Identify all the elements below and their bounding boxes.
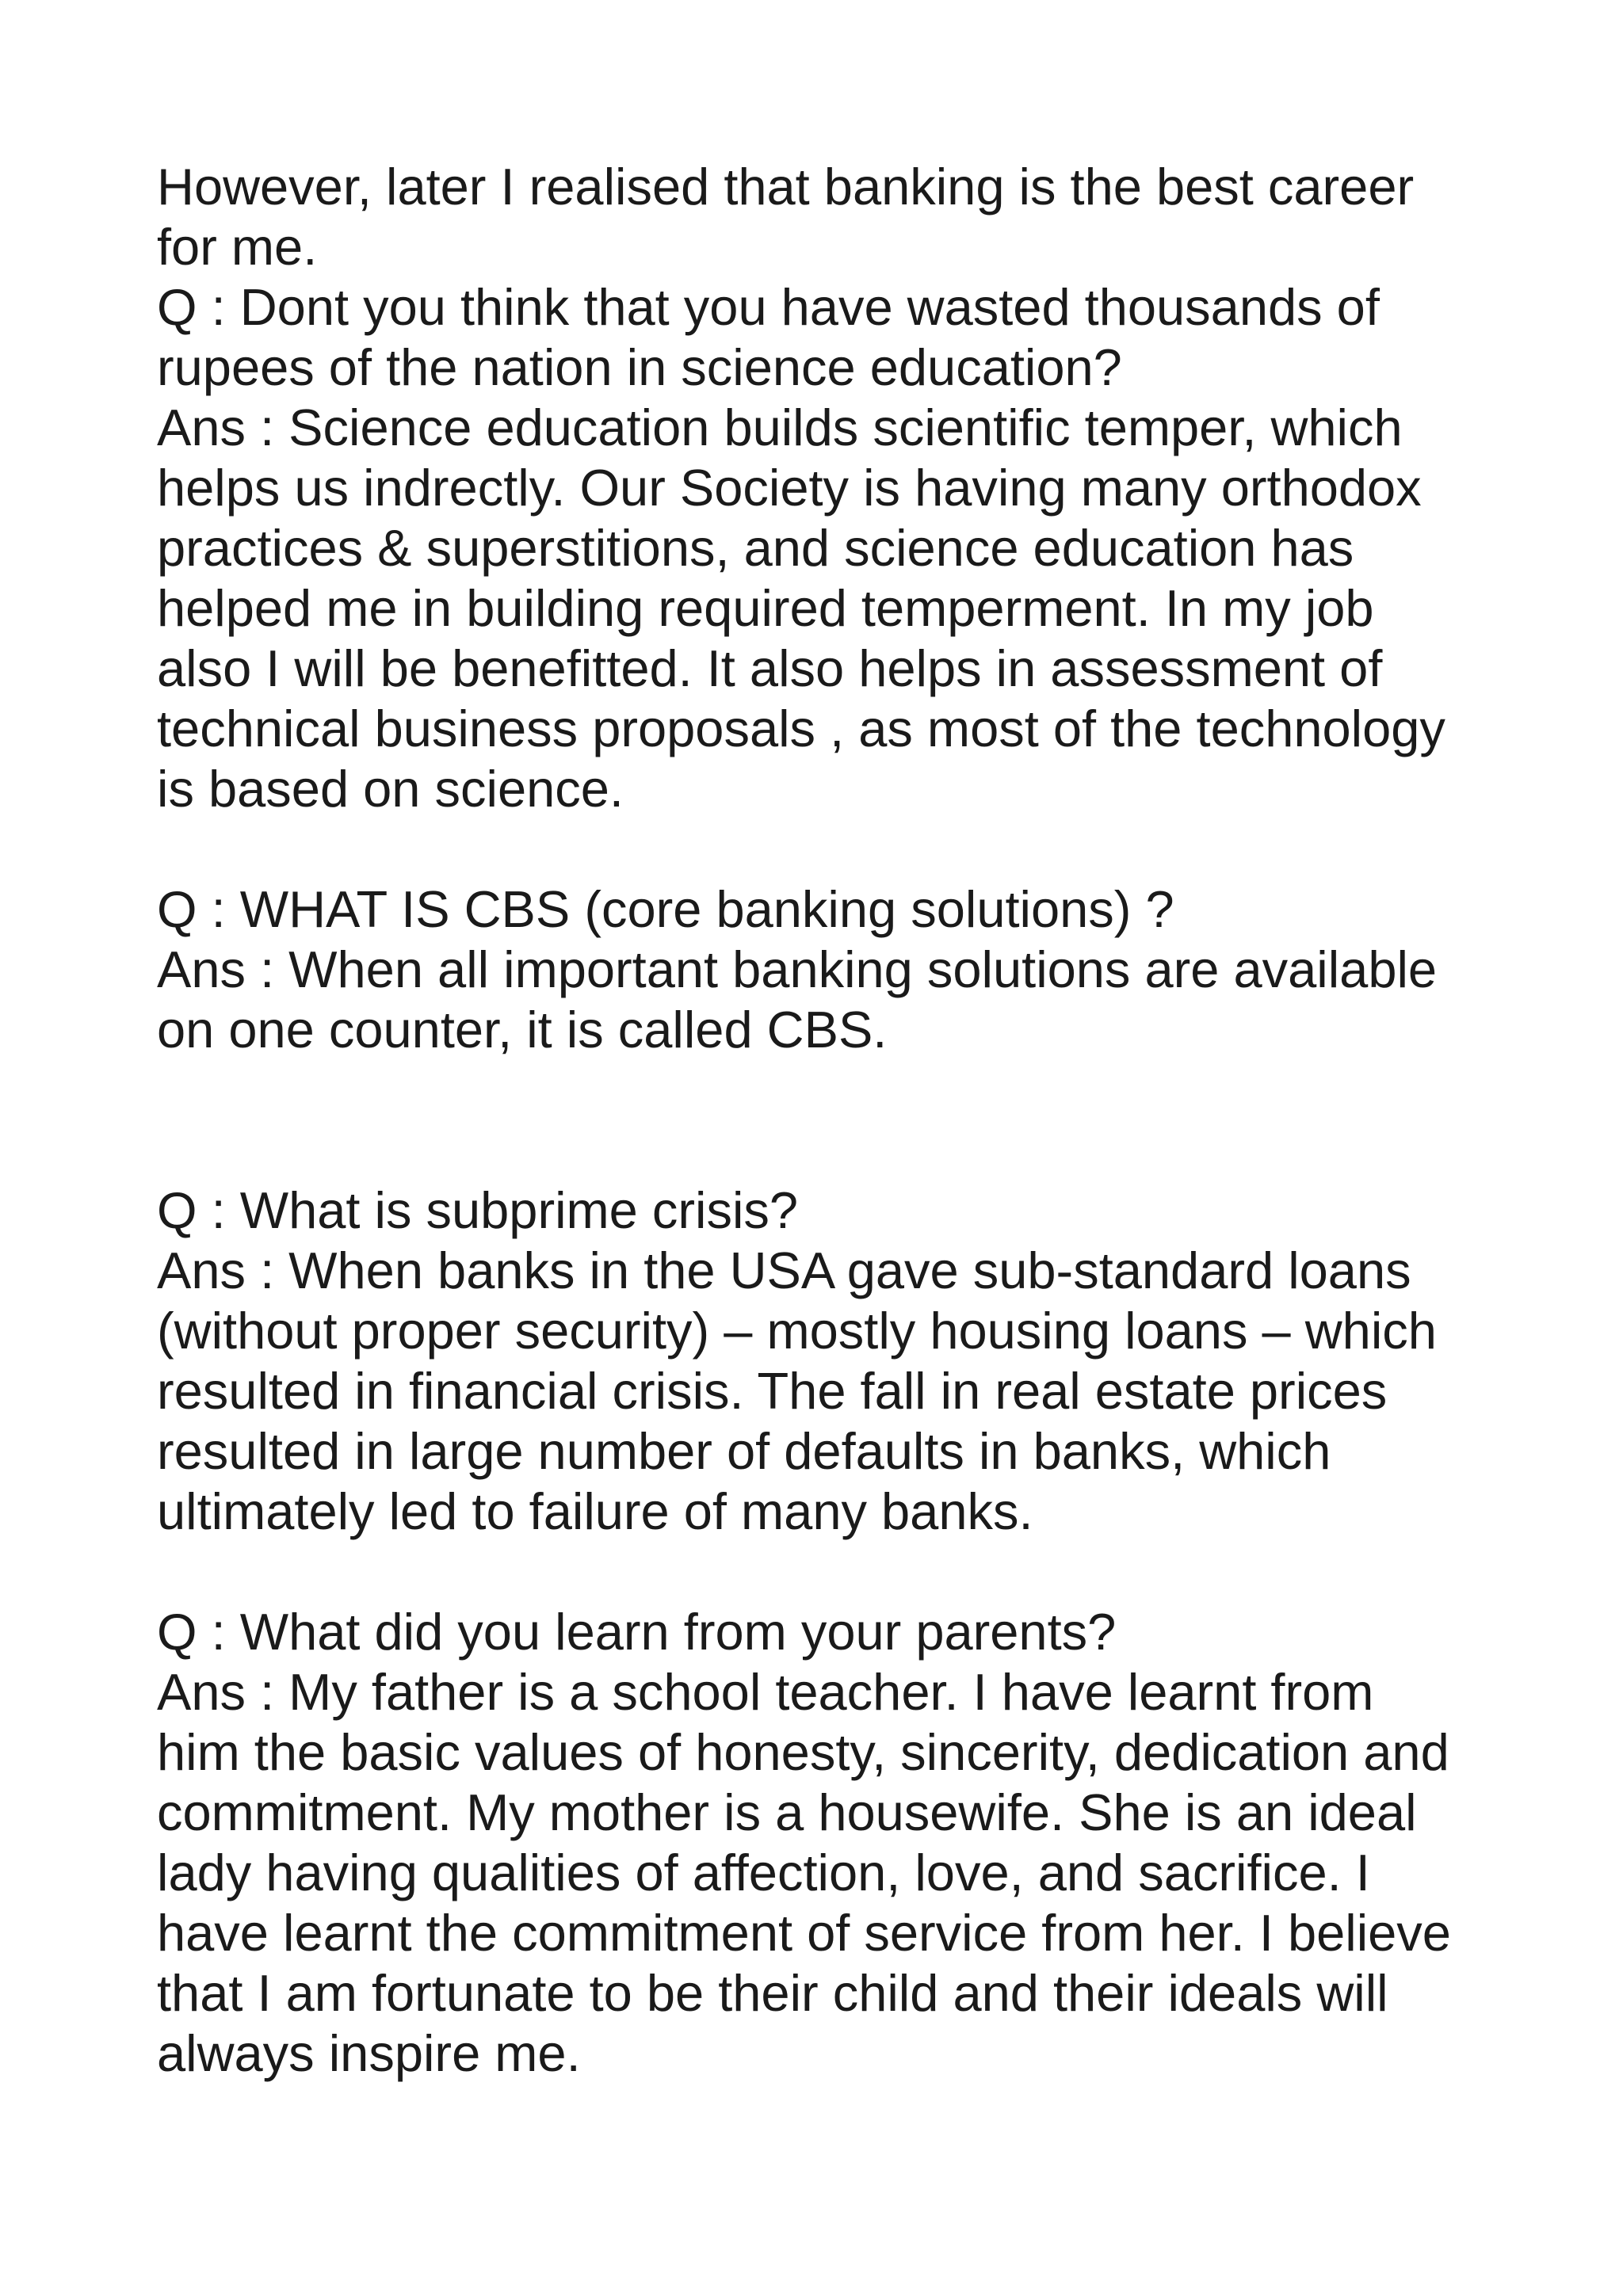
paragraph-subprime <box>157 1180 1504 1542</box>
answer-line: helps us indrectly. Our Society is having many orthodox <box>157 459 1422 517</box>
answer-line: Ans : Science education builds scientific temper, which <box>157 399 1403 456</box>
paragraph-spacer <box>157 819 1504 879</box>
answer-line: Ans : My father is a school teacher. I have learnt from <box>157 1663 1374 1721</box>
answer-line: helped me in building required temperment. In my job <box>157 579 1374 637</box>
question-line: Q : What is subprime crisis? <box>157 1181 799 1239</box>
answer-line: is based on science. <box>157 760 624 818</box>
answer-line: Ans : When banks in the USA gave sub-standard loans <box>157 1241 1411 1299</box>
answer-line: him the basic values of honesty, sincerity, dedication and <box>157 1723 1449 1781</box>
text-line: However, later I realised that banking is the best career <box>157 158 1415 215</box>
answer-line: (without proper security) – mostly housing loans – which <box>157 1302 1437 1360</box>
question-line: Q : Dont you think that you have wasted thousands of <box>157 278 1380 336</box>
paragraph-parents <box>157 1602 1504 2084</box>
paragraph-career-science <box>157 157 1504 819</box>
question-line: Q : What did you learn from your parents? <box>157 1603 1117 1661</box>
paragraph-spacer <box>157 1542 1504 1602</box>
answer-line: that I am fortunate to be their child and their ideals will <box>157 1964 1388 2022</box>
answer-line: lady having qualities of affection, love, and sacrifice. I <box>157 1844 1370 1901</box>
question-line: Q : WHAT IS CBS (core banking solutions) ? <box>157 880 1174 938</box>
answer-line: resulted in financial crisis. The fall in real estate prices <box>157 1362 1388 1420</box>
answer-line: have learnt the commitment of service from her. I believe <box>157 1904 1451 1962</box>
text-line: for me. <box>157 218 318 276</box>
answer-line: also I will be benefitted. It also helps in assessment of <box>157 639 1383 697</box>
answer-line: practices & superstitions, and science education has <box>157 519 1354 577</box>
document-page <box>157 157 1504 2084</box>
answer-line: commitment. My mother is a housewife. She is an ideal <box>157 1783 1417 1841</box>
paragraph-spacer <box>157 1060 1504 1180</box>
answer-line: ultimately led to failure of many banks. <box>157 1482 1033 1540</box>
answer-line: always inspire me. <box>157 2024 581 2082</box>
answer-line: technical business proposals , as most of the technology <box>157 700 1445 757</box>
answer-line: Ans : When all important banking solutions are available <box>157 940 1438 998</box>
question-line: rupees of the nation in science education? <box>157 338 1122 396</box>
answer-line: resulted in large number of defaults in banks, which <box>157 1422 1331 1480</box>
paragraph-cbs <box>157 879 1504 1060</box>
answer-line: on one counter, it is called CBS. <box>157 1001 888 1058</box>
